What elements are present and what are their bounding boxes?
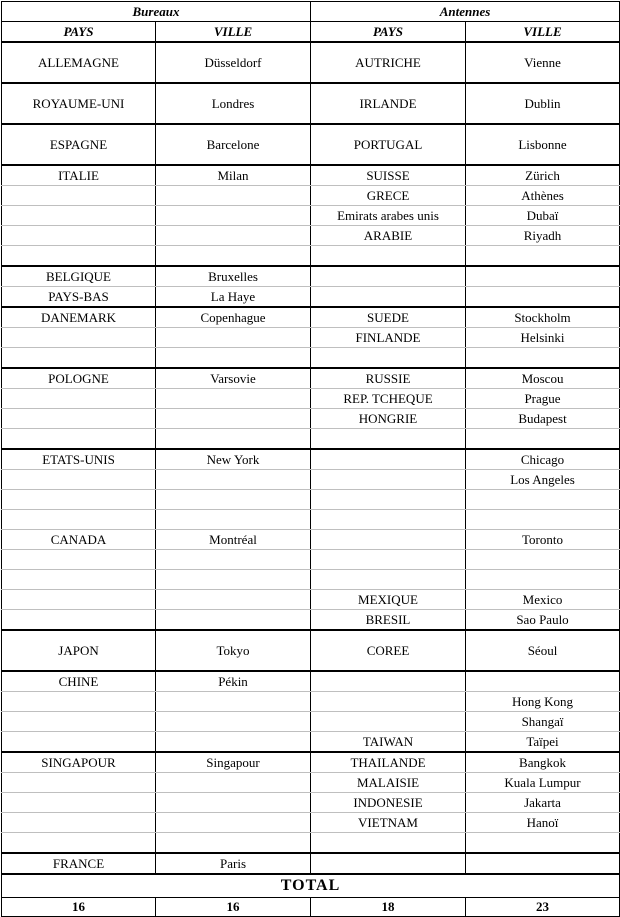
office-city-cell: Barcelone	[156, 124, 311, 165]
table-row	[2, 83, 620, 124]
office-city-cell	[156, 409, 311, 429]
table-row	[2, 42, 620, 83]
branch-city-cell: Vienne	[466, 42, 620, 83]
office-country-cell: CANADA	[2, 530, 156, 550]
branch-country-cell	[311, 853, 466, 874]
office-city-cell	[156, 510, 311, 530]
office-city-cell	[156, 610, 311, 631]
branch-country-cell: INDONESIE	[311, 793, 466, 813]
branch-city-cell: Bangkok	[466, 752, 620, 773]
office-city-cell	[156, 712, 311, 732]
branch-country-cell: MEXIQUE	[311, 590, 466, 610]
branch-city-cell	[466, 510, 620, 530]
table-row	[2, 470, 620, 490]
branch-city-cell: Helsinki	[466, 328, 620, 348]
branch-city-cell: Zürich	[466, 165, 620, 186]
office-country-cell: ITALIE	[2, 165, 156, 186]
branch-country-cell: TAIWAN	[311, 732, 466, 753]
branch-city-cell: Stockholm	[466, 307, 620, 328]
branch-city-cell: Athènes	[466, 186, 620, 206]
office-city-cell	[156, 206, 311, 226]
table-row	[2, 813, 620, 833]
office-city-cell: Düsseldorf	[156, 42, 311, 83]
office-city-cell	[156, 773, 311, 793]
table-row	[2, 610, 620, 631]
table-row	[2, 124, 620, 165]
office-city-cell: New York	[156, 449, 311, 470]
table-row	[2, 752, 620, 773]
branch-city-cell: Riyadh	[466, 226, 620, 246]
branch-city-cell: Mexico	[466, 590, 620, 610]
office-city-cell: Montréal	[156, 530, 311, 550]
branch-country-cell	[311, 246, 466, 267]
col-ville-bureaux: VILLE	[156, 22, 311, 43]
table-row	[2, 530, 620, 550]
branch-city-cell	[466, 348, 620, 369]
office-city-cell	[156, 732, 311, 753]
office-country-cell: PAYS-BAS	[2, 287, 156, 308]
office-city-cell	[156, 833, 311, 854]
branch-city-cell: Chicago	[466, 449, 620, 470]
office-city-cell	[156, 793, 311, 813]
branch-country-cell: HONGRIE	[311, 409, 466, 429]
office-city-cell: La Haye	[156, 287, 311, 308]
office-country-cell	[2, 328, 156, 348]
branch-country-cell	[311, 833, 466, 854]
branch-country-cell: BRESIL	[311, 610, 466, 631]
office-city-cell: Singapour	[156, 752, 311, 773]
table-row	[2, 226, 620, 246]
branch-city-cell	[466, 570, 620, 590]
office-country-cell: ESPAGNE	[2, 124, 156, 165]
bureaux-header: Bureaux	[2, 2, 311, 22]
total-pays-bureaux: 16	[2, 898, 156, 917]
total-pays-antennes: 18	[311, 898, 466, 917]
office-city-cell: Tokyo	[156, 630, 311, 671]
branch-country-cell	[311, 429, 466, 450]
office-country-cell: DANEMARK	[2, 307, 156, 328]
office-country-cell	[2, 813, 156, 833]
branch-country-cell	[311, 449, 466, 470]
office-country-cell: ROYAUME-UNI	[2, 83, 156, 124]
branch-city-cell	[466, 266, 620, 287]
branch-city-cell	[466, 287, 620, 308]
branch-country-cell	[311, 530, 466, 550]
office-country-cell	[2, 429, 156, 450]
branch-city-cell: Budapest	[466, 409, 620, 429]
branch-city-cell	[466, 490, 620, 510]
total-label-row	[2, 874, 620, 898]
branch-country-cell	[311, 287, 466, 308]
branch-country-cell: REP. TCHEQUE	[311, 389, 466, 409]
office-country-cell: ETATS-UNIS	[2, 449, 156, 470]
office-city-cell	[156, 328, 311, 348]
office-country-cell	[2, 773, 156, 793]
branch-city-cell: Lisbonne	[466, 124, 620, 165]
table-row	[2, 833, 620, 854]
table-row	[2, 510, 620, 530]
branch-city-cell: Los Angeles	[466, 470, 620, 490]
office-city-cell	[156, 692, 311, 712]
office-country-cell	[2, 570, 156, 590]
total-label: TOTAL	[2, 874, 620, 898]
office-city-cell	[156, 570, 311, 590]
office-city-cell	[156, 348, 311, 369]
office-country-cell	[2, 186, 156, 206]
branch-country-cell	[311, 266, 466, 287]
branch-country-cell	[311, 510, 466, 530]
office-city-cell	[156, 226, 311, 246]
branch-country-cell: THAILANDE	[311, 752, 466, 773]
table-row	[2, 773, 620, 793]
office-city-cell	[156, 389, 311, 409]
branch-city-cell: Taïpei	[466, 732, 620, 753]
table-row	[2, 449, 620, 470]
table-row	[2, 490, 620, 510]
branch-country-cell	[311, 570, 466, 590]
branch-country-cell: MALAISIE	[311, 773, 466, 793]
office-city-cell	[156, 550, 311, 570]
office-city-cell	[156, 186, 311, 206]
column-header-row	[2, 22, 620, 43]
table-body	[2, 2, 620, 43]
table-row	[2, 186, 620, 206]
office-country-cell: SINGAPOUR	[2, 752, 156, 773]
table-row	[2, 671, 620, 692]
office-city-cell	[156, 590, 311, 610]
branch-country-cell	[311, 470, 466, 490]
office-country-cell: POLOGNE	[2, 368, 156, 389]
branch-country-cell: COREE	[311, 630, 466, 671]
branch-city-cell	[466, 246, 620, 267]
col-ville-antennes: VILLE	[466, 22, 620, 43]
table-row	[2, 266, 620, 287]
branch-country-cell	[311, 348, 466, 369]
data-rows	[2, 42, 620, 874]
office-city-cell: Londres	[156, 83, 311, 124]
branch-country-cell: PORTUGAL	[311, 124, 466, 165]
office-country-cell	[2, 490, 156, 510]
branch-city-cell	[466, 833, 620, 854]
branch-city-cell: Dublin	[466, 83, 620, 124]
office-city-cell	[156, 470, 311, 490]
table-row	[2, 550, 620, 570]
branch-country-cell: RUSSIE	[311, 368, 466, 389]
office-city-cell: Copenhague	[156, 307, 311, 328]
table-row	[2, 368, 620, 389]
branch-country-cell: SUEDE	[311, 307, 466, 328]
office-city-cell: Pékin	[156, 671, 311, 692]
table-row	[2, 712, 620, 732]
branch-country-cell: Emirats arabes unis	[311, 206, 466, 226]
total-count-row	[2, 898, 620, 917]
office-country-cell	[2, 732, 156, 753]
branch-city-cell: Hong Kong	[466, 692, 620, 712]
branch-city-cell	[466, 429, 620, 450]
total-ville-antennes: 23	[466, 898, 620, 917]
col-pays-antennes: PAYS	[311, 22, 466, 43]
office-city-cell: Paris	[156, 853, 311, 874]
office-country-cell: CHINE	[2, 671, 156, 692]
section-header-row	[2, 2, 620, 22]
table-row	[2, 307, 620, 328]
office-country-cell: BELGIQUE	[2, 266, 156, 287]
branch-city-cell: Dubaï	[466, 206, 620, 226]
office-country-cell	[2, 389, 156, 409]
table-row	[2, 409, 620, 429]
office-city-cell	[156, 429, 311, 450]
branch-city-cell: Jakarta	[466, 793, 620, 813]
table-row	[2, 853, 620, 874]
office-country-cell	[2, 590, 156, 610]
branch-city-cell: Toronto	[466, 530, 620, 550]
branch-country-cell	[311, 692, 466, 712]
branch-country-cell: SUISSE	[311, 165, 466, 186]
table-row	[2, 328, 620, 348]
branch-country-cell	[311, 490, 466, 510]
office-country-cell	[2, 348, 156, 369]
office-country-cell	[2, 692, 156, 712]
table-row	[2, 692, 620, 712]
branch-city-cell	[466, 671, 620, 692]
branch-country-cell: GRECE	[311, 186, 466, 206]
branch-city-cell: Hanoï	[466, 813, 620, 833]
branch-city-cell	[466, 550, 620, 570]
branch-country-cell: ARABIE	[311, 226, 466, 246]
office-country-cell	[2, 246, 156, 267]
branch-city-cell: Sao Paulo	[466, 610, 620, 631]
totals-section	[2, 874, 620, 917]
branch-city-cell	[466, 853, 620, 874]
office-city-cell	[156, 813, 311, 833]
branch-country-cell: VIETNAM	[311, 813, 466, 833]
branch-country-cell	[311, 712, 466, 732]
table-row	[2, 206, 620, 226]
table-row	[2, 570, 620, 590]
office-city-cell: Varsovie	[156, 368, 311, 389]
office-country-cell	[2, 610, 156, 631]
office-country-cell: ALLEMAGNE	[2, 42, 156, 83]
table-row	[2, 429, 620, 450]
table-row	[2, 590, 620, 610]
table-row	[2, 793, 620, 813]
office-city-cell: Bruxelles	[156, 266, 311, 287]
branch-country-cell	[311, 671, 466, 692]
branch-country-cell: FINLANDE	[311, 328, 466, 348]
table-row	[2, 165, 620, 186]
office-country-cell	[2, 206, 156, 226]
table-row	[2, 732, 620, 753]
office-country-cell	[2, 712, 156, 732]
office-city-cell	[156, 246, 311, 267]
branch-city-cell: Kuala Lumpur	[466, 773, 620, 793]
office-city-cell: Milan	[156, 165, 311, 186]
offices-table	[1, 1, 620, 917]
antennes-header: Antennes	[311, 2, 620, 22]
table-row	[2, 389, 620, 409]
col-pays-bureaux: PAYS	[2, 22, 156, 43]
office-city-cell	[156, 490, 311, 510]
office-country-cell	[2, 510, 156, 530]
office-country-cell	[2, 226, 156, 246]
branch-city-cell: Prague	[466, 389, 620, 409]
table-row	[2, 630, 620, 671]
office-country-cell	[2, 833, 156, 854]
office-country-cell	[2, 409, 156, 429]
office-country-cell: FRANCE	[2, 853, 156, 874]
office-country-cell: JAPON	[2, 630, 156, 671]
branch-city-cell: Shangaï	[466, 712, 620, 732]
office-country-cell	[2, 550, 156, 570]
table-row	[2, 246, 620, 267]
office-country-cell	[2, 793, 156, 813]
branch-country-cell: AUTRICHE	[311, 42, 466, 83]
branch-city-cell: Séoul	[466, 630, 620, 671]
table-row	[2, 287, 620, 308]
office-country-cell	[2, 470, 156, 490]
branch-country-cell: IRLANDE	[311, 83, 466, 124]
branch-city-cell: Moscou	[466, 368, 620, 389]
total-ville-bureaux: 16	[156, 898, 311, 917]
branch-country-cell	[311, 550, 466, 570]
table-row	[2, 348, 620, 369]
